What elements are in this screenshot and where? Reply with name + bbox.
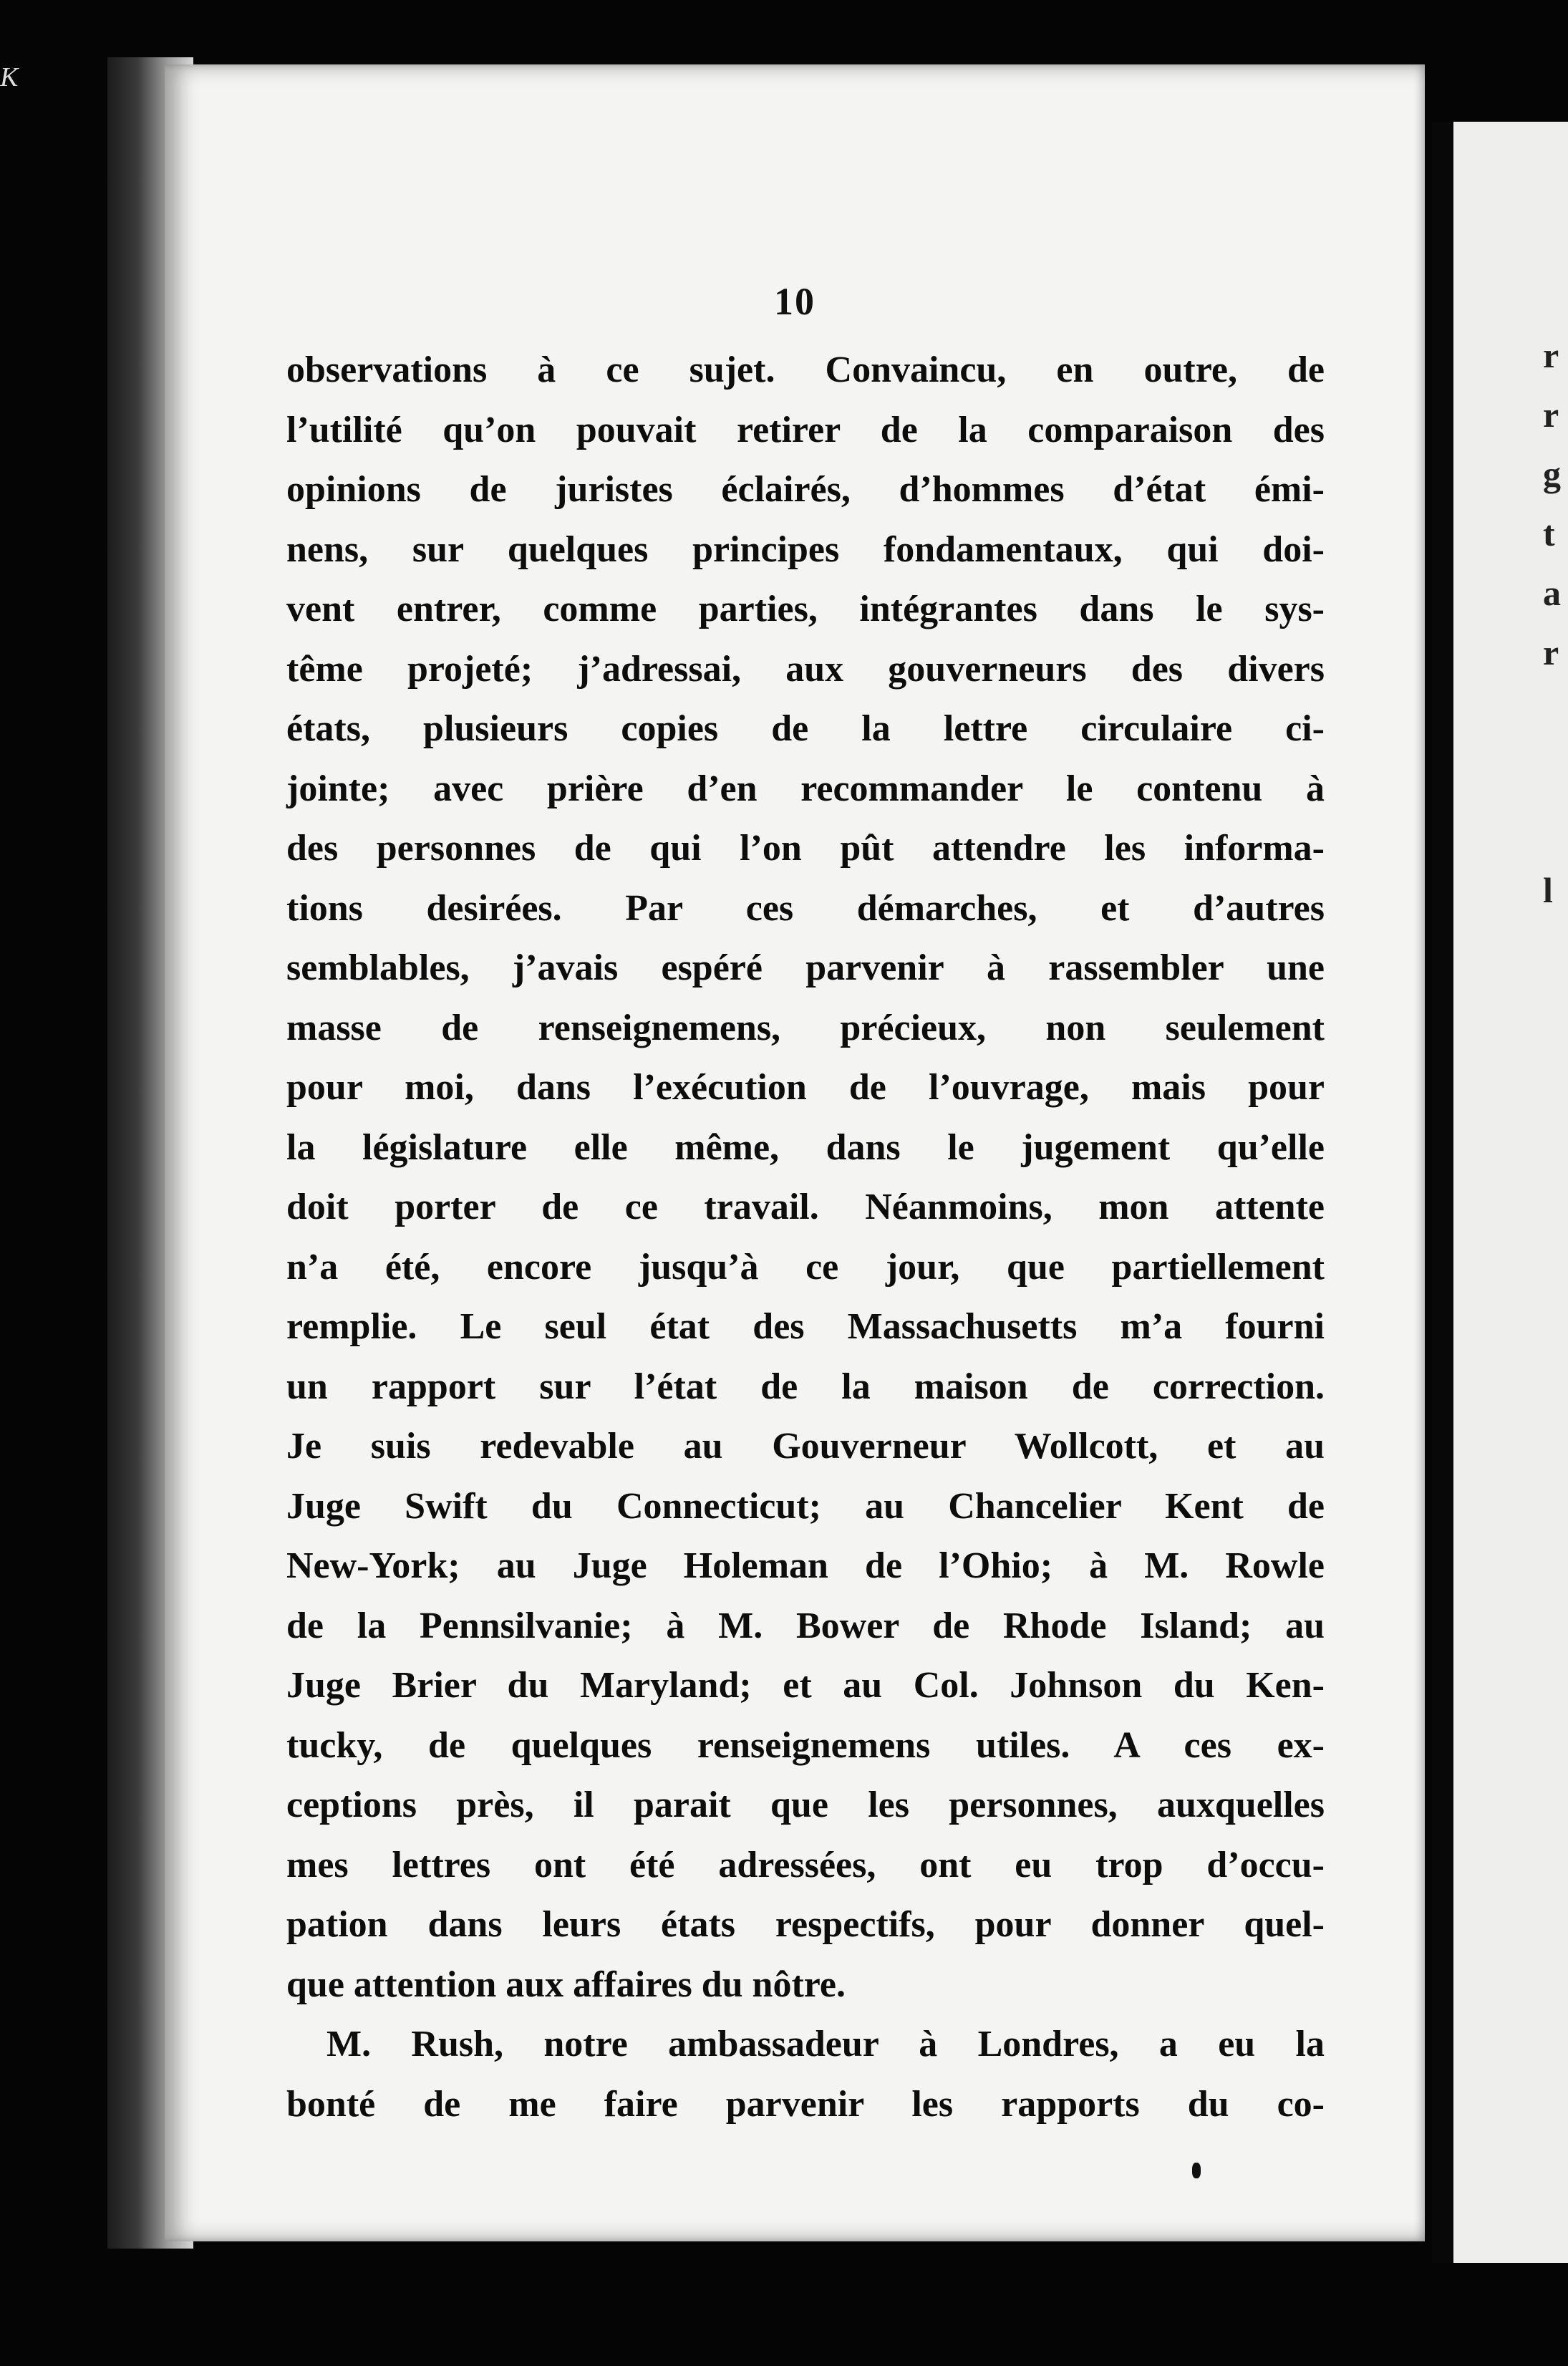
- text-line: n’a été, encore jusqu’à ce jour, que partiellement: [286, 1246, 1325, 1288]
- fragment-glyph: t: [1543, 513, 1555, 554]
- fragment-glyph: g: [1543, 454, 1561, 494]
- text-line-paragraph-end: que attention aux affaires du nôtre.: [286, 1964, 846, 2005]
- text-line: tions desirées. Par ces démarches, et d’autres: [286, 887, 1325, 929]
- text-line: semblables, j’avais espéré parvenir à rassembler une: [286, 947, 1325, 988]
- fragment-glyph: r: [1543, 335, 1559, 375]
- text-line: jointe; avec prière d’en recommander le contenu à: [286, 768, 1325, 809]
- text-line: un rapport sur l’état de la maison de correction.: [286, 1366, 1325, 1407]
- text-line: de la Pennsilvanie; à M. Bower de Rhode Island; au: [286, 1605, 1325, 1646]
- text-line: Juge Swift du Connecticut; au Chancelier Kent de: [286, 1485, 1325, 1527]
- printer-mark: [1192, 2163, 1201, 2178]
- fragment-glyph: l: [1543, 870, 1553, 910]
- fragment-glyph: [1543, 742, 1568, 801]
- text-line: Je suis redevable au Gouverneur Wollcott, et au: [286, 1426, 1325, 1467]
- text-line: nens, sur quelques principes fondamentaux, qui doi-: [286, 528, 1325, 570]
- text-line: bonté de me faire parvenir les rapports du co-: [286, 2083, 1325, 2125]
- fragment-glyph: r: [1543, 395, 1559, 435]
- text-line: Juge Brier du Maryland; et au Col. Johnson du Ken-: [286, 1665, 1325, 1706]
- adjacent-page-fragments: [1543, 326, 1568, 920]
- text-line: la législature elle même, dans le jugement qu’elle: [286, 1126, 1325, 1168]
- text-line: remplie. Le seul état des Massachusetts m’a fourni: [286, 1306, 1325, 1347]
- fragment-glyph: r: [1543, 632, 1559, 672]
- fragment-glyph: [1543, 682, 1568, 742]
- text-line: des personnes de qui l’on pût attendre les informa-: [286, 828, 1325, 869]
- text-line: masse de renseignemens, précieux, non seulement: [286, 1007, 1325, 1048]
- page-body-text: [286, 340, 1325, 2134]
- text-line: doit porter de ce travail. Néanmoins, mon attente: [286, 1187, 1325, 1227]
- page-number: 10: [774, 280, 816, 323]
- book-page: [165, 64, 1425, 2241]
- text-line: New-York; au Juge Holeman de l’Ohio; à M. Rowle: [286, 1545, 1325, 1586]
- text-line: mes lettres ont été adressées, ont eu trop d’occu-: [286, 1844, 1325, 1885]
- text-line: ceptions près, il parait que les personnes, auxquelles: [286, 1785, 1325, 1825]
- text-line: états, plusieurs copies de la lettre circulaire ci-: [286, 708, 1325, 749]
- text-line: opinions de juristes éclairés, d’hommes d’état émi-: [286, 469, 1325, 510]
- text-line: pation dans leurs états respectifs, pour donner quel-: [286, 1904, 1325, 1945]
- corner-mark: K: [0, 62, 19, 92]
- text-line: observations à ce sujet. Convaincu, en outre, de: [286, 349, 1325, 390]
- fragment-glyph: a: [1543, 573, 1561, 613]
- text-line: tême projeté; j’adressai, aux gouverneurs des divers: [286, 648, 1325, 690]
- page-gutter: [1432, 122, 1453, 2263]
- text-line: l’utilité qu’on pouvait retirer de la comparaison des: [286, 409, 1325, 450]
- text-line: pour moi, dans l’exécution de l’ouvrage, mais pour: [286, 1067, 1325, 1108]
- text-line: vent entrer, comme parties, intégrantes dans le sys-: [286, 589, 1325, 629]
- fragment-glyph: [1543, 801, 1568, 861]
- text-line: tucky, de quelques renseignemens utiles. A ces ex-: [286, 1724, 1325, 1766]
- text-line-paragraph-start: M. Rush, notre ambassadeur à Londres, a eu la: [326, 2024, 1325, 2065]
